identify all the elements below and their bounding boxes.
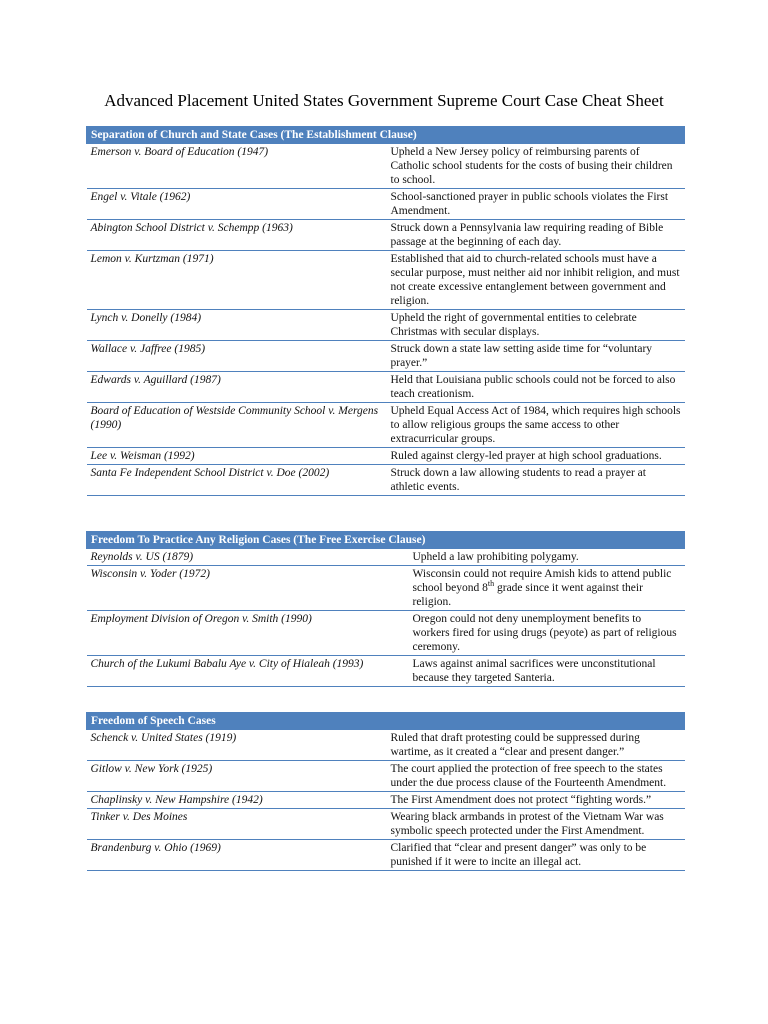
- table-row: [87, 465, 685, 496]
- case-ruling: Laws against animal sacrifices were unconstitutional because they targeted Santeria.: [409, 656, 685, 687]
- case-name: Chaplinsky v. New Hampshire (1942): [87, 792, 387, 809]
- section-header-row: [87, 532, 685, 549]
- table-row: [87, 189, 685, 220]
- section-header: Freedom of Speech Cases: [87, 713, 685, 730]
- case-ruling: Upheld a law prohibiting polygamy.: [409, 549, 685, 566]
- case-ruling: Held that Louisiana public schools could not be forced to also teach creationism.: [387, 372, 685, 403]
- case-name: Tinker v. Des Moines: [87, 809, 387, 840]
- case-name: Wisconsin v. Yoder (1972): [87, 566, 409, 611]
- case-name: Reynolds v. US (1879): [87, 549, 409, 566]
- case-name: Engel v. Vitale (1962): [87, 189, 387, 220]
- case-ruling: Ruled against clergy-led prayer at high school graduations.: [387, 448, 685, 465]
- case-name: Santa Fe Independent School District v. Doe (2002): [87, 465, 387, 496]
- case-name: Abington School District v. Schempp (1963): [87, 220, 387, 251]
- section-header: Separation of Church and State Cases (The Establishment Clause): [87, 127, 685, 144]
- case-name: Board of Education of Westside Community School v. Mergens (1990): [87, 403, 387, 448]
- case-name: Gitlow v. New York (1925): [87, 761, 387, 792]
- section-header-row: [87, 713, 685, 730]
- table-row: [87, 220, 685, 251]
- case-ruling-text: grade since it went against their religion.: [412, 582, 643, 608]
- case-name: Emerson v. Board of Education (1947): [87, 144, 387, 189]
- table-row: [87, 549, 685, 566]
- table-row: [87, 730, 685, 761]
- section-header: Freedom To Practice Any Religion Cases (The Free Exercise Clause): [87, 532, 685, 549]
- table-row: [87, 840, 685, 871]
- case-name: Lemon v. Kurtzman (1971): [87, 251, 387, 310]
- case-ruling: Ruled that draft protesting could be suppressed during wartime, as it created a “clear and present danger.”: [387, 730, 685, 761]
- case-ruling: Struck down a Pennsylvania law requiring reading of Bible passage at the beginning of each day.: [387, 220, 685, 251]
- case-ruling-text: Wisconsin could not require Amish kids to attend public school beyond 8: [412, 568, 672, 594]
- establishment-clause-table: [86, 126, 685, 496]
- table-row: [87, 809, 685, 840]
- case-ruling: The court applied the protection of free speech to the states under the due process clause of the Fourteenth Amendment.: [387, 761, 685, 792]
- table-row: [87, 251, 685, 310]
- case-ruling: Upheld Equal Access Act of 1984, which requires high schools to allow religious groups the same access to other extracurricular groups.: [387, 403, 685, 448]
- table-row: [87, 310, 685, 341]
- case-name: Wallace v. Jaffree (1985): [87, 341, 387, 372]
- case-ruling: Clarified that “clear and present danger” was only to be punished if it were to incite an illegal act.: [387, 840, 685, 871]
- case-name: Lynch v. Donelly (1984): [87, 310, 387, 341]
- case-name: Schenck v. United States (1919): [87, 730, 387, 761]
- free-exercise-clause-table: [86, 531, 685, 687]
- table-row: [87, 372, 685, 403]
- case-ruling: [409, 566, 685, 611]
- case-ruling: The First Amendment does not protect “fighting words.”: [387, 792, 685, 809]
- table-row: [87, 566, 685, 611]
- table-row: [87, 144, 685, 189]
- case-ruling: Struck down a law allowing students to read a prayer at athletic events.: [387, 465, 685, 496]
- table-row: [87, 341, 685, 372]
- table-row: [87, 792, 685, 809]
- case-ruling: Struck down a state law setting aside time for “voluntary prayer.”: [387, 341, 685, 372]
- case-ruling: Oregon could not deny unemployment benefits to workers fired for using drugs (peyote) as part of religious ceremony.: [409, 611, 685, 656]
- table-row: [87, 611, 685, 656]
- case-ruling: Upheld a New Jersey policy of reimbursing parents of Catholic school students for the costs of busing their children to school.: [387, 144, 685, 189]
- table-row: [87, 403, 685, 448]
- case-name: Lee v. Weisman (1992): [87, 448, 387, 465]
- case-ruling: Upheld the right of governmental entities to celebrate Christmas with secular displays.: [387, 310, 685, 341]
- case-ruling: Wearing black armbands in protest of the Vietnam War was symbolic speech protected under the First Amendment.: [387, 809, 685, 840]
- table-row: [87, 656, 685, 687]
- case-ruling: Established that aid to church-related schools must have a secular purpose, must neither aid nor inhibit religion, and must not create excessive entanglement between government and religion.: [387, 251, 685, 310]
- section-header-row: [87, 127, 685, 144]
- case-name: Employment Division of Oregon v. Smith (1990): [87, 611, 409, 656]
- page-title: Advanced Placement United States Government Supreme Court Case Cheat Sheet: [104, 91, 664, 110]
- case-name: Brandenburg v. Ohio (1969): [87, 840, 387, 871]
- case-name: Edwards v. Aguillard (1987): [87, 372, 387, 403]
- free-speech-table: [86, 712, 685, 871]
- table-row: [87, 761, 685, 792]
- case-ruling: School-sanctioned prayer in public schools violates the First Amendment.: [387, 189, 685, 220]
- ordinal-suffix: th: [487, 579, 495, 589]
- table-row: [87, 448, 685, 465]
- case-name: Church of the Lukumi Babalu Aye v. City of Hialeah (1993): [87, 656, 409, 687]
